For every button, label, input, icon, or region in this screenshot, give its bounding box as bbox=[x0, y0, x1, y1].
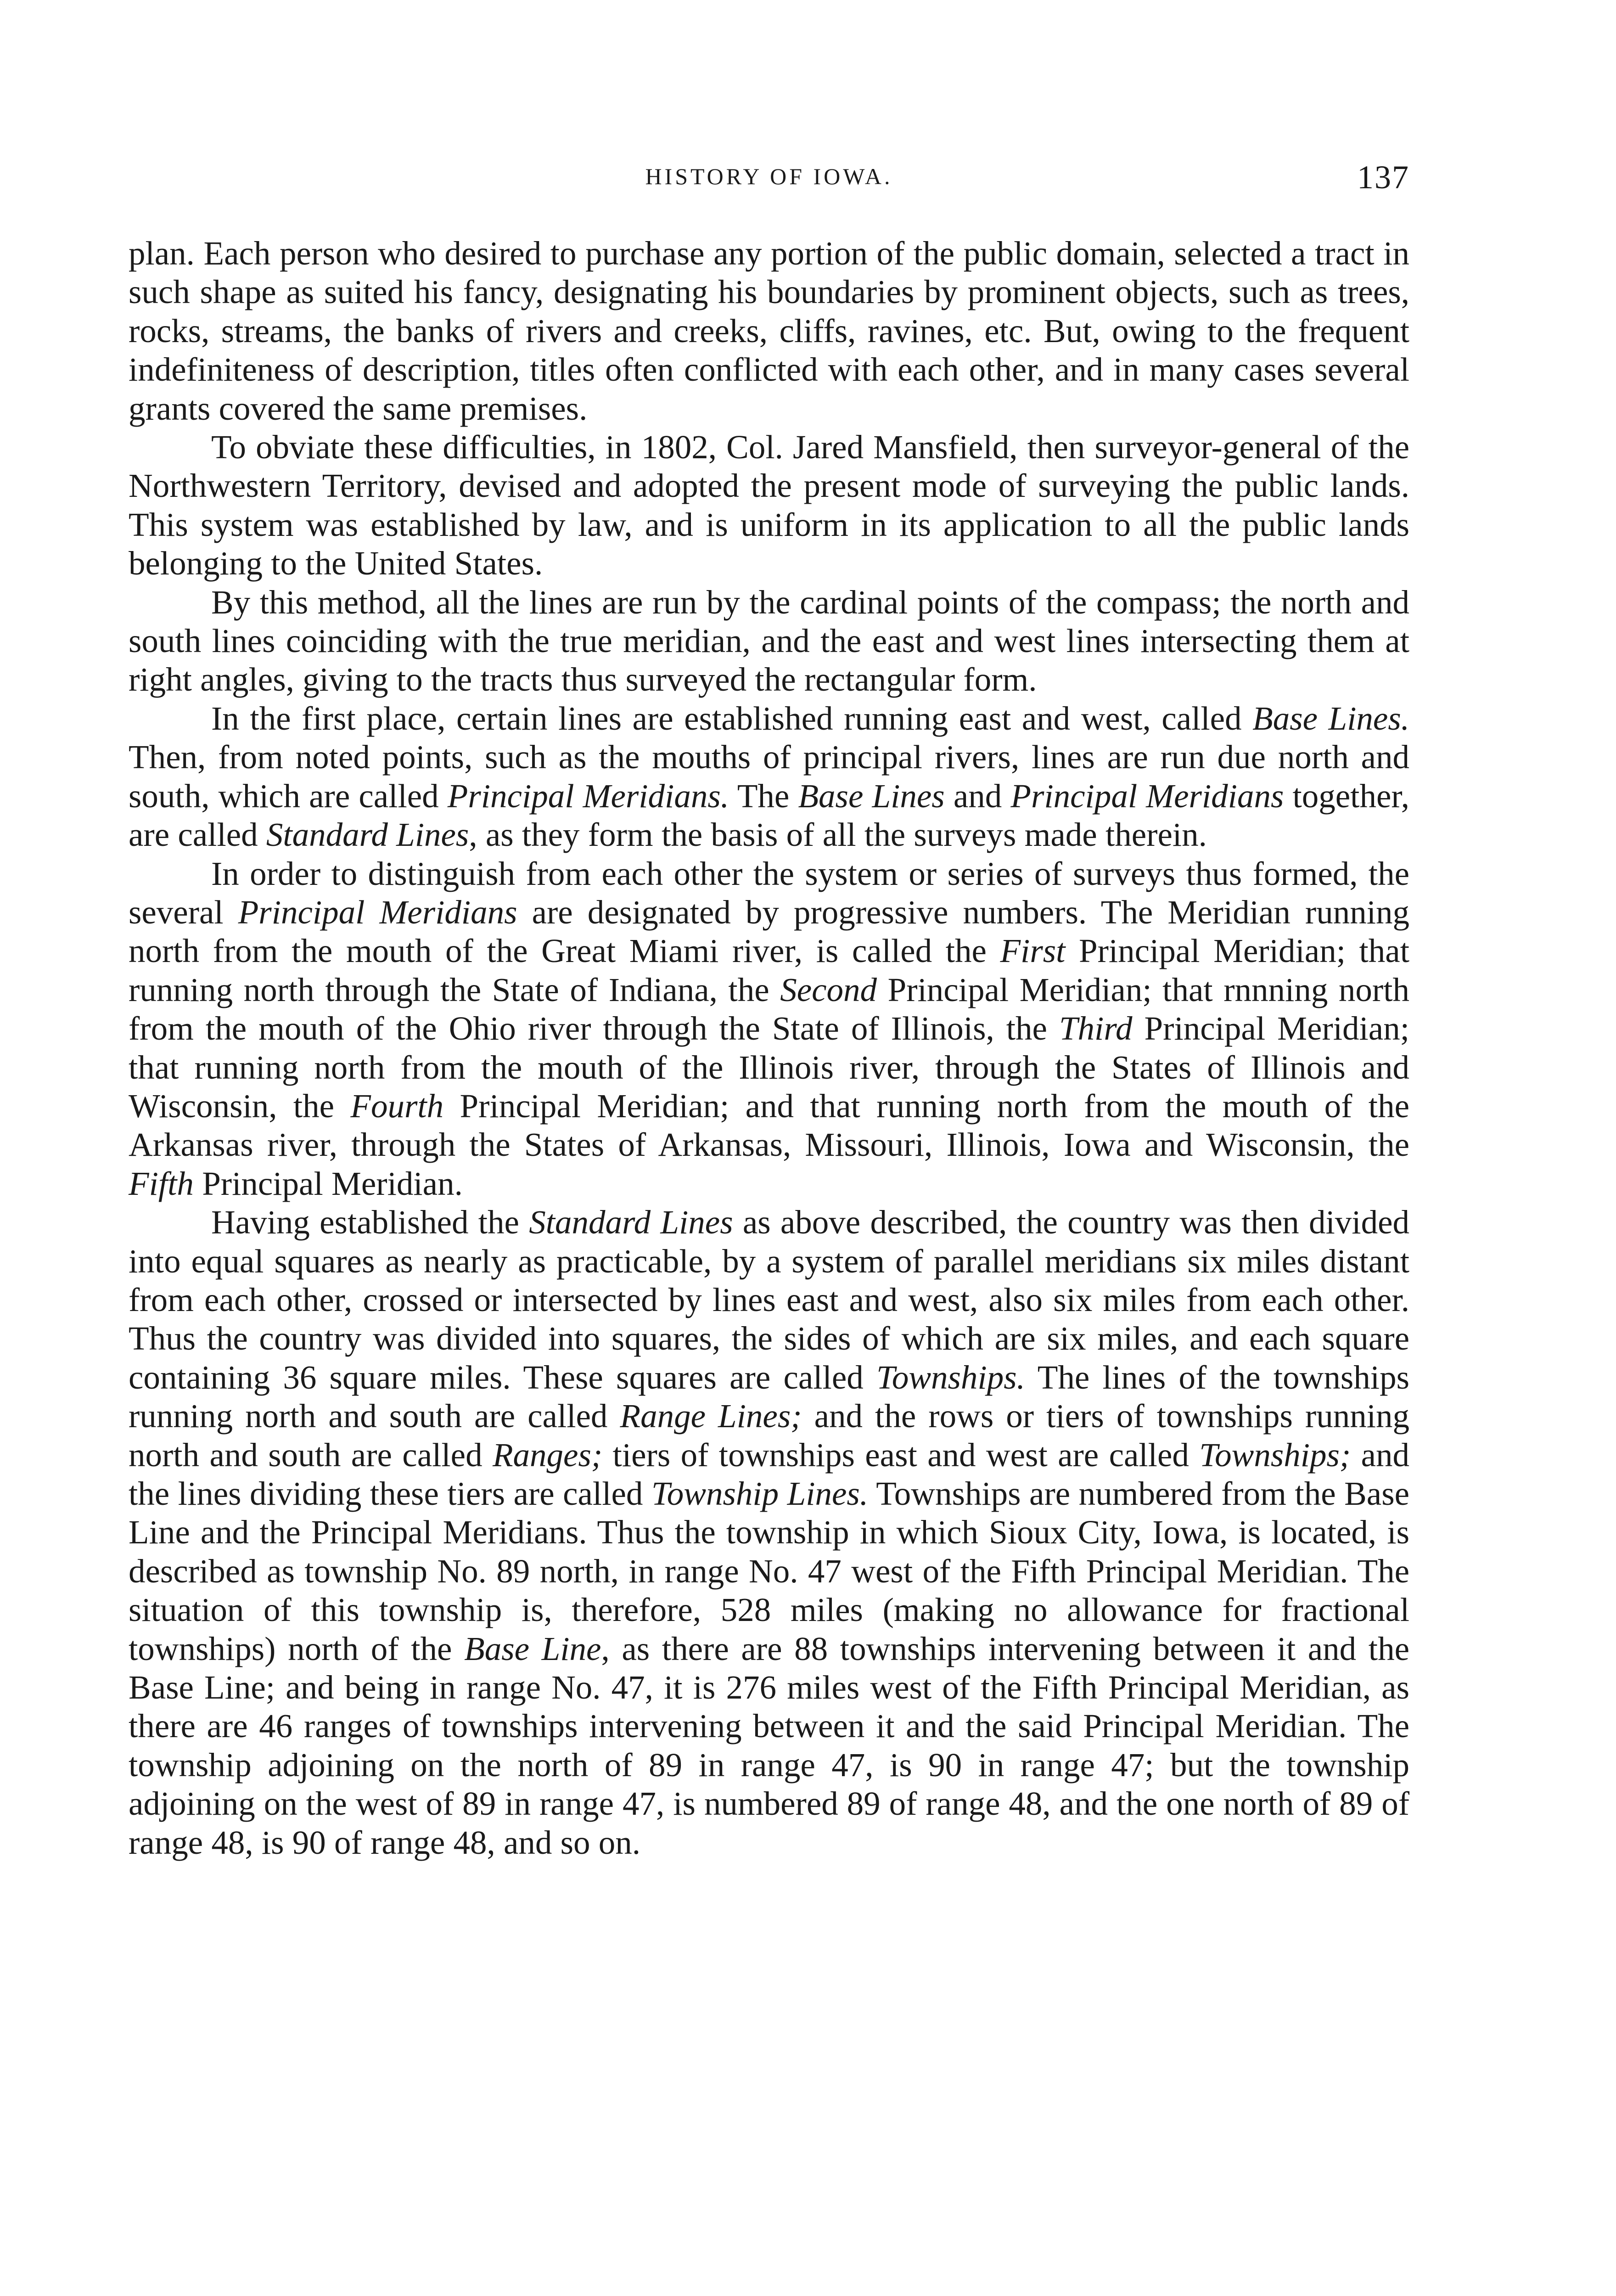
text-run: The lines of the townships running north and south are called bbox=[129, 1358, 1409, 1435]
text-run: as above described, the country was then divided into equal squares as nearly as practicable, by a system of parallel meridians six miles distant from each other, crossed or intersected by lines east and west, also six miles from each other. Thus the country was divided into squares, the sides of which are six miles, and each square containing 36 square miles. These squares are called bbox=[129, 1204, 1409, 1396]
text-run: To obviate these difficulties, in 1802, Col. Jared Mansfield, then surveyor-general of the Northwestern Territory, devised and adopted the present mode of surveying the public lands. This system was established by law, and is uniform in its application to all the public lands belonging to the United States. bbox=[129, 428, 1409, 582]
body-text bbox=[129, 234, 1409, 1862]
text-run: Principal Meridian. bbox=[193, 1165, 463, 1202]
italic-term: Fourth bbox=[350, 1087, 444, 1125]
text-run: tiers of townships east and west are called bbox=[602, 1436, 1200, 1474]
paragraph-2 bbox=[129, 428, 1409, 583]
text-run: By this method, all the lines are run by the cardinal points of the compass; the north and south lines coinciding with the true meridian, and the east and west lines intersecting them at right angles, giving to the tracts thus surveyed the rectangular form. bbox=[129, 583, 1409, 698]
paragraph-3 bbox=[129, 583, 1409, 699]
italic-term: Base Line bbox=[464, 1630, 601, 1667]
italic-term: Range Lines; bbox=[620, 1397, 802, 1435]
paragraph-4 bbox=[129, 699, 1409, 855]
text-run: In order to distinguish from each other the system or series of surveys thus formed, the several bbox=[129, 855, 1409, 931]
italic-term: Base Lines bbox=[798, 777, 945, 815]
page-number: 137 bbox=[1357, 159, 1409, 196]
text-run: The bbox=[729, 777, 798, 815]
italic-term: Third bbox=[1059, 1010, 1133, 1047]
text-run: Then, from noted points, such as the mouths of principal rivers, lines are run due north and south, which are called bbox=[129, 738, 1409, 815]
text-run: and the lines dividing these tiers are called bbox=[129, 1436, 1410, 1512]
italic-term: Ranges; bbox=[492, 1436, 603, 1474]
italic-term: Principal Meridians bbox=[238, 893, 517, 931]
italic-term: First bbox=[1000, 932, 1066, 970]
text-run: together, are called bbox=[129, 777, 1409, 854]
text-run: and bbox=[944, 777, 1011, 815]
paragraph-1 bbox=[129, 234, 1409, 428]
italic-term: Principal Meridians. bbox=[447, 777, 729, 815]
italic-term: Township Lines. bbox=[651, 1475, 869, 1512]
text-run: , as they form the basis of all the surveys made therein. bbox=[469, 816, 1207, 854]
italic-term: Base Lines. bbox=[1252, 699, 1409, 737]
italic-term: Standard Lines bbox=[529, 1204, 733, 1241]
text-run: Principal Meridian; that running north from the mouth of the Illinois river, through the States of Illinois and Wisconsin, the bbox=[129, 1010, 1409, 1125]
text-run: and the rows or tiers of townships running north and south are called bbox=[129, 1397, 1410, 1474]
italic-term: Townships; bbox=[1199, 1436, 1351, 1474]
paragraph-6 bbox=[129, 1203, 1409, 1862]
text-run: In the first place, certain lines are established running east and west, called bbox=[211, 699, 1253, 737]
italic-term: Townships. bbox=[876, 1358, 1025, 1396]
italic-term: Standard Lines bbox=[266, 816, 469, 854]
text-run: plan. Each person who desired to purchase any portion of the public domain, selected a tract in such shape as suited his fancy, designating his boundaries by prominent objects, such as trees, rocks, streams, the banks of rivers and creeks, cliffs, ravines, etc. But, owing to the frequent indefiniteness of description, titles often conflicted with each other, and in many cases several grants covered the same premises. bbox=[129, 235, 1409, 427]
text-run: Townships are numbered from the Base Line and the Principal Meridians. Thus the township in which Sioux City, Iowa, is located, is described as township No. 89 north, in range No. 47 west of the Fifth Principal Meridian. The situation of this township is, therefore, 528 miles (making no allowance for fractional townships) north of the bbox=[129, 1475, 1410, 1667]
italic-term: Fifth bbox=[129, 1165, 194, 1202]
text-run: Having established the bbox=[211, 1204, 529, 1241]
running-title: HISTORY OF IOWA. bbox=[645, 163, 893, 189]
text-run: , as there are 88 townships intervening between it and the Base Line; and being in range No. 47, it is 276 miles west of the Fifth Principal Meridian, as there are 46 ranges of townships intervening between it and the said Principal Meridian. The township adjoining on the north of 89 in range 47, is 90 in range 47; but the township adjoining on the west of 89 in range 47, is numbered 89 of range 48, and the one north of 89 of range 48, is 90 of range 48, and so on. bbox=[129, 1630, 1409, 1861]
running-header bbox=[129, 158, 1409, 200]
italic-term: Second bbox=[780, 971, 877, 1008]
text-run: Principal Meridian; that running north through the State of Indiana, the bbox=[129, 932, 1409, 1008]
italic-term: Principal Meridians bbox=[1010, 777, 1284, 815]
text-run: Principal Meridian; that rnnning north from the mouth of the Ohio river through the State of Illinois, the bbox=[129, 971, 1409, 1047]
text-run: are designated by progressive numbers. The Meridian running north from the mouth of the Great Miami river, is called the bbox=[129, 893, 1409, 970]
paragraph-5 bbox=[129, 855, 1409, 1204]
text-run: Principal Meridian; and that running north from the mouth of the Arkansas river, through the States of Arkansas, Missouri, Illinois, Iowa and Wisconsin, the bbox=[129, 1087, 1409, 1164]
